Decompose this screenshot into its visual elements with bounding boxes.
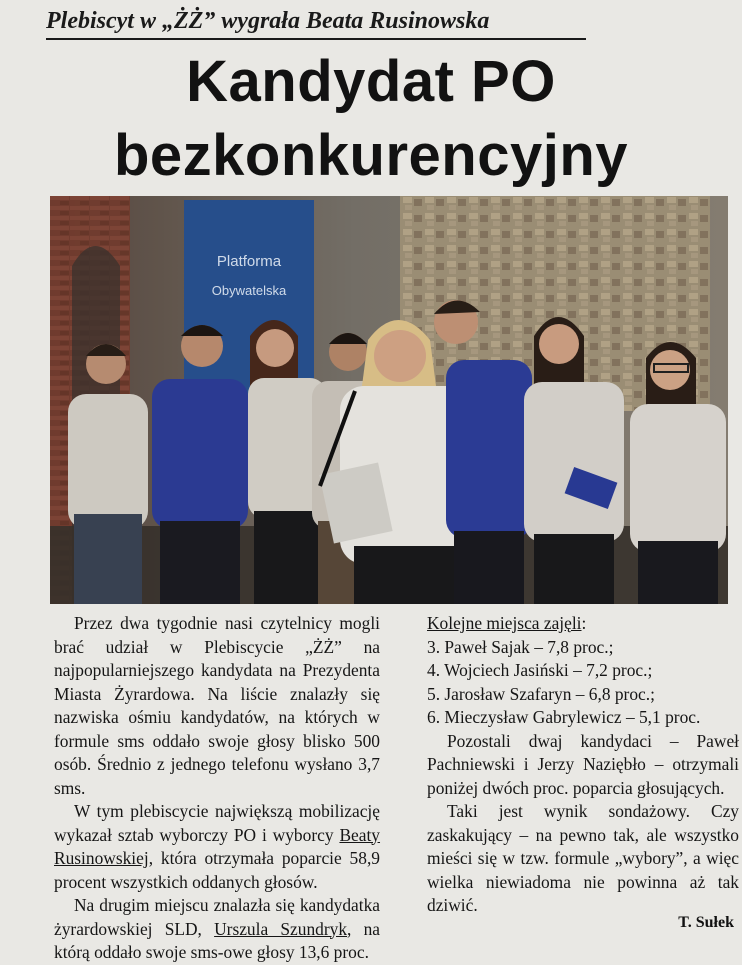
article-body-left (54, 612, 380, 965)
name-urszula-szundryk: Urszula Szundryk (214, 918, 348, 939)
ranking-item: 3. Paweł Sajak – 7,8 proc.; (427, 636, 614, 657)
ranking-heading: Kolejne miejsca zajęli: (427, 613, 587, 633)
paragraph-intro: Przez dwa tygodnie nasi czytelnicy mogli brać udział w Plebiscycie „ŻŻ” na najpopularniejszego kandydata na Prezydenta Miasta Żyrardowa. Na liście znalazły się nazwiska ośmiu kandydatów, na których w formule sms oddało swoje głosy blisko 500 osób. Średnio z jednego telefonu wysłano 3,7 sms. (54, 613, 380, 798)
banner-text-1: Platforma (216, 253, 282, 270)
ranking-item: 6. Mieczysław Gabrylewicz – 5,1 proc. (427, 707, 701, 727)
name-beata-rusinowska: Beaty Rusinowskiej (54, 824, 381, 868)
headline-line-2: bezkonkurencyjny (113, 123, 629, 188)
ranking-item: 5. Jarosław Szafaryn – 6,8 proc.; (427, 683, 655, 704)
headline-line-1: Kandydat PO (186, 49, 556, 114)
banner-text-2: Obywatelska (211, 283, 287, 298)
paragraph-mobilization: W tym plebiscycie największą mobilizację wykazał sztab wyborczy PO i wyborcy Beaty Rusinowskiej, która otrzymała poparcie 58,9 procent wszystkich oddanych głosów. (54, 801, 381, 892)
ranking-item: 4. Wojciech Jasiński – 7,2 proc.; (427, 660, 653, 680)
paragraph-others: Pozostali dwaj kandydaci – Paweł Pachniewski i Jerzy Naziębło – otrzymali poniżej dwóch proc. poparcia głosujących. (427, 730, 739, 798)
article-body-right (427, 612, 739, 918)
article-photo (50, 196, 728, 604)
paragraph-second-place: Na drugim miejscu znalazła się kandydatka żyrardowskiej SLD, Urszula Szundryk, na którą oddało swoje sms-owe głosy 13,6 proc. (54, 895, 380, 962)
article-kicker: Plebiscyt w „ŻŻ” wygrała Beata Rusinowska (46, 4, 586, 40)
paragraph-conclusion: Taki jest wynik sondażowy. Czy zaskakujący – na pewno tak, ale wszystko mieści się w tzw. formule „wybory”, a więc wielka niewiadoma nie powinna aż tak dziwić. (427, 801, 739, 915)
author-byline: T. Sułek (678, 914, 734, 931)
